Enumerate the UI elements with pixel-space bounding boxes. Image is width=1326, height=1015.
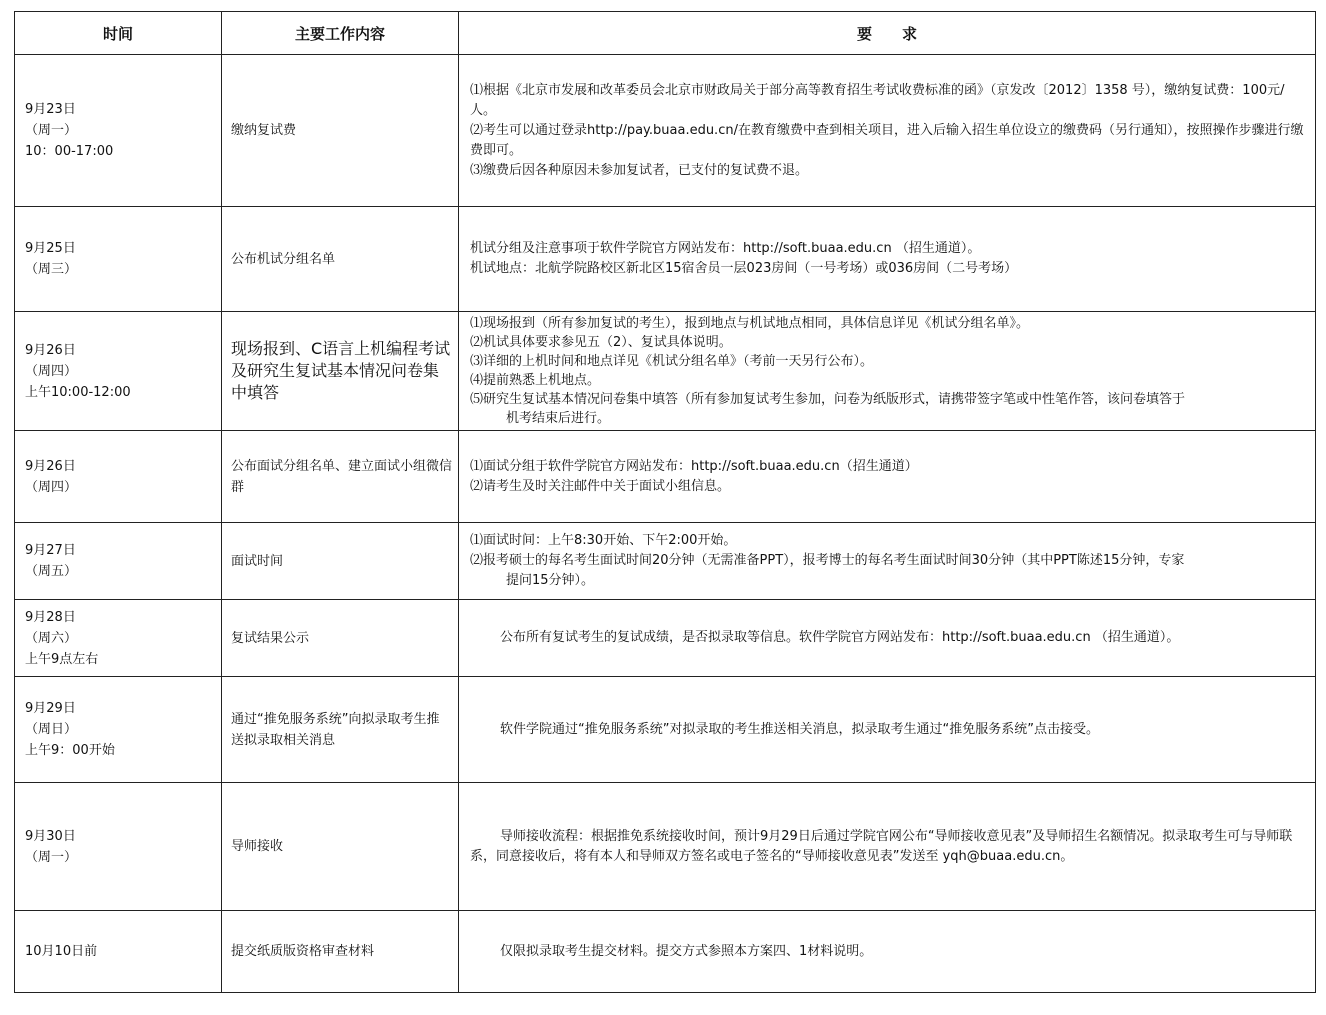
time-line: 9月28日 [25,609,76,625]
work-cell [222,207,459,312]
requirement-line: 机试分组及注意事项于软件学院官方网站发布：http://soft.buaa.edu.cn （招生通道）。 [470,241,981,256]
time-line: （周六） [25,630,78,646]
table-row [15,312,1316,431]
work-text: 现场报到、C语言上机编程考试及研究生复试基本情况问卷集中填答 [231,339,451,402]
table-row [15,911,1316,993]
time-line: 9月23日 [25,102,76,117]
work-cell [222,783,459,911]
requirement-line: 机考结束后进行。 [506,411,611,426]
work-text: 公布机试分组名单 [231,251,336,267]
requirement-line: 软件学院通过“推免服务系统”对拟录取的考生推送相关消息，拟录取考生通过“推免服务系统”点击接受。 [500,721,1099,737]
table-row [15,431,1316,523]
requirement-line: 导师接收流程：根据推免系统接收时间，预计9月29日后通过学院官网公布“导师接收意见表”及导师招生名额情况。拟录取考生可与导师联系，同意接收后，将有本人和导师双方签名或电子签名的“导师接收意见表”发送至 yqh@buaa.edu.cn。 [470,828,1293,864]
time-line: （周五） [25,564,78,579]
work-cell [222,600,459,677]
requirement-cell [459,911,1316,993]
time-line: 9月29日 [25,701,76,716]
requirement-cell [459,677,1316,783]
time-cell [15,783,222,911]
work-cell [222,523,459,600]
table-row [15,600,1316,677]
requirement-cell [459,431,1316,523]
time-cell [15,431,222,523]
time-cell [15,600,222,677]
schedule-table [14,11,1316,993]
time-line: 上午9：00开始 [25,743,115,758]
table-row [15,677,1316,783]
requirement-line: ⑴面试分组于软件学院官方网站发布：http://soft.buaa.edu.cn（招生通道） [470,458,918,474]
work-text: 导师接收 [231,839,284,854]
time-line: 9月30日 [25,828,76,844]
work-cell [222,55,459,207]
requirement-cell [459,783,1316,911]
requirement-cell [459,600,1316,677]
time-cell [15,207,222,312]
time-cell [15,677,222,783]
table-row [15,783,1316,911]
time-cell [15,55,222,207]
time-line: 10：00-17:00 [25,144,114,159]
work-text: 提交纸质版资格审查材料 [231,944,375,959]
time-cell [15,312,222,431]
requirement-line: ⑵机试具体要求参见五（2）、复试具体说明。 [470,335,732,350]
time-line: 9月25日 [25,241,76,256]
time-line: （周一） [25,123,78,138]
table-row [15,55,1316,207]
header-row [15,12,1316,55]
table-row [15,207,1316,312]
requirement-cell [459,207,1316,312]
time-line: 9月26日 [25,458,76,474]
requirement-line: ⑸研究生复试基本情况问卷集中填答（所有参加复试考生参加，问卷为纸版形式，请携带签字笔或中性笔作答，该问卷填答于 [470,392,1186,407]
table-row [15,523,1316,600]
time-line: （周四） [25,363,78,379]
time-line: 上午9点左右 [25,651,99,667]
requirement-line: ⑴根据《北京市发展和改革委员会北京市财政局关于部分高等教育招生考试收费标准的函》（京发改〔2012〕1358 号），缴纳复试费：100元/人。 [470,82,1285,118]
requirement-cell [459,312,1316,431]
time-line: （周日） [25,722,78,737]
work-cell [222,911,459,993]
time-cell [15,911,222,993]
time-line: 9月26日 [25,342,76,358]
time-line: 上午10:00-12:00 [25,384,131,400]
work-cell [222,312,459,431]
work-text: 面试时间 [231,553,284,569]
time-cell [15,523,222,600]
requirement-line: 机试地点：北航学院路校区新北区15宿舍员一层023房间（一号考场）或036房间（二号考场） [470,261,1018,276]
requirement-line: ⑷提前熟悉上机地点。 [470,373,601,388]
time-line: 9月27日 [25,543,76,558]
requirement-line: 仅限拟录取考生提交材料。提交方式参照本方案四、1材料说明。 [500,943,873,959]
header-time: 时间 [15,12,222,55]
work-text: 复试结果公示 [231,630,310,646]
requirement-line: ⑴面试时间：上午8:30开始、下午2:00开始。 [470,533,737,548]
header-work: 主要工作内容 [222,12,459,55]
requirement-line: ⑶详细的上机时间和地点详见《机试分组名单》（考前一天另行公布）。 [470,354,874,369]
work-cell [222,431,459,523]
work-text: 公布面试分组名单、建立面试小组微信群 [231,458,453,495]
header-requirements: 要 求 [459,12,1316,55]
requirement-line: ⑵考生可以通过登录http://pay.buaa.edu.cn/在教育缴费中查到相关项目，进入后输入招生单位设立的缴费码（另行通知），按照操作步骤进行缴费即可。 [470,122,1304,158]
work-text: 通过“推免服务系统”向拟录取考生推送拟录取相关消息 [231,711,440,748]
work-cell [222,677,459,783]
time-line: （周一） [25,849,78,865]
requirement-line: ⑵请考生及时关注邮件中关于面试小组信息。 [470,478,731,494]
time-line: （周四） [25,479,78,495]
requirement-line: 公布所有复试考生的复试成绩，是否拟录取等信息。软件学院官方网站发布：http://soft.buaa.edu.cn （招生通道）。 [500,630,1180,645]
requirement-cell [459,55,1316,207]
requirement-line: 提问15分钟）。 [506,573,595,588]
work-text: 缴纳复试费 [231,123,297,138]
requirement-line: ⑴现场报到（所有参加复试的考生），报到地点与机试地点相同，具体信息详见《机试分组名单》。 [470,316,1030,331]
time-line: （周三） [25,262,78,277]
time-line: 10月10日前 [25,944,98,959]
requirement-cell [459,523,1316,600]
requirement-line: ⑵报考硕士的每名考生面试时间20分钟（无需准备PPT），报考博士的每名考生面试时间30分钟（其中PPT陈述15分钟，专家 [470,553,1185,568]
requirement-line: ⑶缴费后因各种原因未参加复试者，已支付的复试费不退。 [470,162,809,178]
